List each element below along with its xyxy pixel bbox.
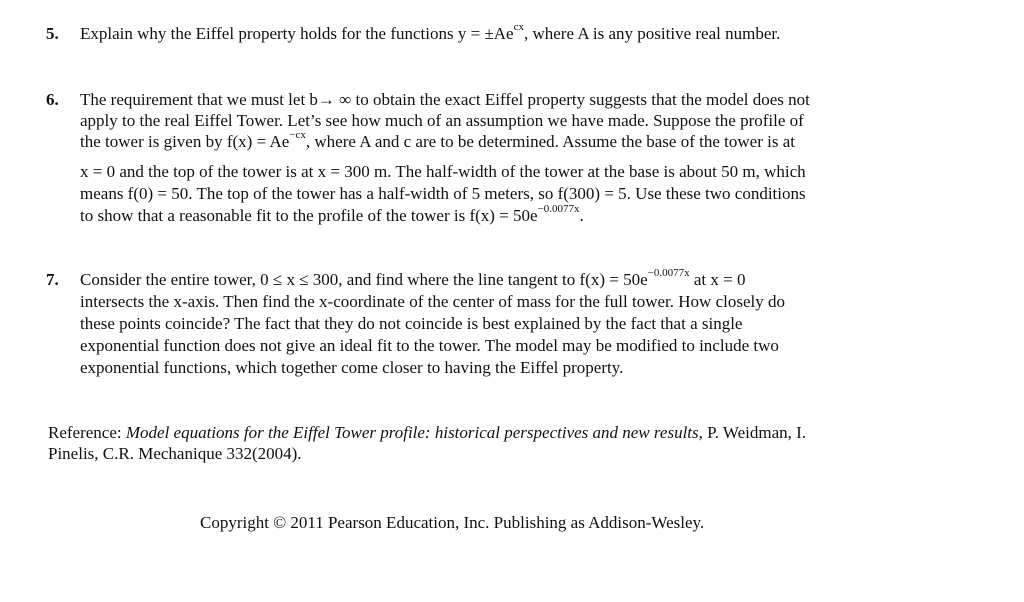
problem-text-line: means f(0) = 50. The top of the tower has a half-width of 5 meters, so f(300) = 5. Use these two conditions xyxy=(80,184,806,203)
reference-label: Reference: xyxy=(48,423,126,442)
exponent: −cx xyxy=(289,129,306,142)
problem-text-line: x = 0 and the top of the tower is at x = 300 m. The half-width of the tower at the base is about 50 m, which xyxy=(80,162,806,181)
problem-text-line xyxy=(80,267,746,290)
exponent: −0.0077x xyxy=(647,267,690,280)
exponent: cx xyxy=(513,21,524,34)
exponent: −0.0077x xyxy=(537,203,580,216)
problem-text-line: these points coincide? The fact that they do not coincide is best explained by the fact that a single xyxy=(80,314,743,333)
problem-text-line: exponential functions, which together come closer to having the Eiffel property. xyxy=(80,358,624,377)
reference-line-1 xyxy=(48,422,806,444)
problem-text-segment: . xyxy=(579,206,584,225)
problem-number: 6. xyxy=(46,90,59,109)
reference-line-2: Pinelis, C.R. Mechanique 332(2004). xyxy=(48,444,302,463)
problem-text-line: apply to the real Eiffel Tower. Let’s see how much of an assumption we have made. Suppose the profile of xyxy=(80,111,804,130)
problem-text-segment: the tower is given by f(x) = Ae xyxy=(80,132,290,151)
problem-text-segment: at x = 0 xyxy=(689,270,746,289)
problem-text-segment: , where A is any positive real number. xyxy=(523,24,781,43)
problem-text-segment: , where A and c are to be determined. Assume the base of the tower is at xyxy=(305,132,795,151)
reference-authors: , P. Weidman, I. xyxy=(698,423,807,442)
problem-text-line: The requirement that we must let b→ ∞ to obtain the exact Eiffel property suggests that the model does not xyxy=(80,90,810,109)
copyright-notice: Copyright © 2011 Pearson Education, Inc. Publishing as Addison-Wesley. xyxy=(200,513,705,532)
problem-number: 5. xyxy=(46,24,59,43)
problem-text-line: exponential function does not give an ideal fit to the tower. The model may be modified to include two xyxy=(80,336,779,355)
problem-text-line xyxy=(80,203,584,226)
problem-text-segment: to show that a reasonable fit to the profile of the tower is f(x) = 50e xyxy=(80,206,538,225)
problem-text-segment: Explain why the Eiffel property holds for the functions y = ±Ae xyxy=(80,24,514,43)
problem-text-line xyxy=(80,21,781,44)
problem-text-line: intersects the x-axis. Then find the x-coordinate of the center of mass for the full tower. How closely do xyxy=(80,292,785,311)
problem-text-line xyxy=(80,129,795,152)
problem-text-segment: Consider the entire tower, 0 ≤ x ≤ 300, and find where the line tangent to f(x) = 50e xyxy=(80,270,648,289)
problem-number: 7. xyxy=(46,270,59,289)
reference-title: Model equations for the Eiffel Tower profile: historical perspectives and new results xyxy=(125,423,699,442)
